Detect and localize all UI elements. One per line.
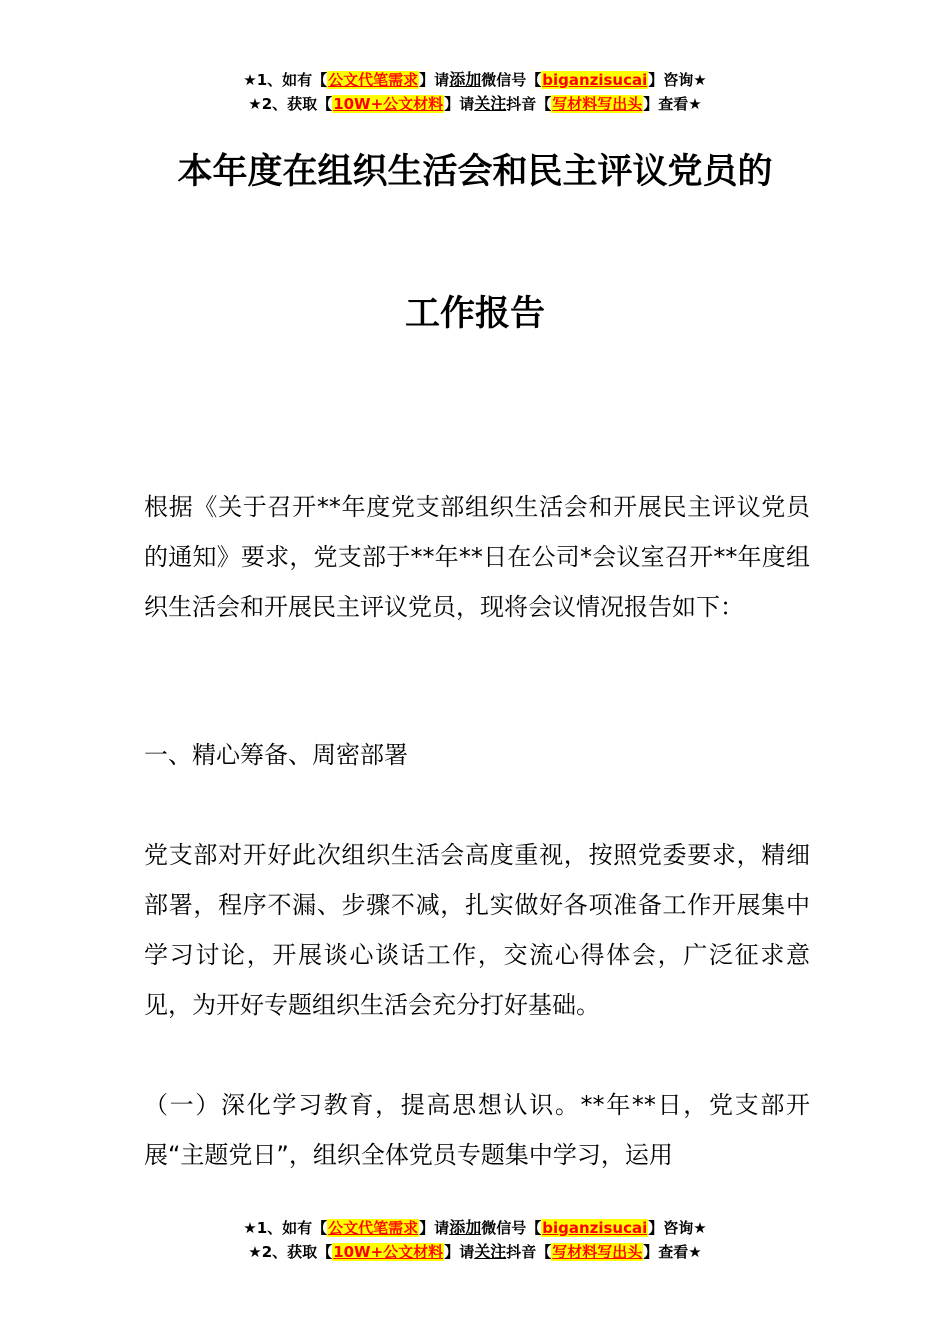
promo-highlight: 公文代笔需求	[328, 1219, 419, 1237]
subsection-1-paragraph: （一）深化学习教育，提高思想认识。**年**日，党支部开展“主题党日”，组织全体党员专题集中学习，运用	[144, 1091, 810, 1169]
document-title-line-1: 本年度在组织生活会和民主评议党员的	[177, 152, 773, 192]
promo-highlight: 10W+公文材料	[333, 1243, 444, 1261]
promo-highlight: biganzisucai	[542, 1219, 648, 1237]
document-title-line-2: 工作报告	[404, 294, 545, 334]
promo-highlight: 写材料写出头	[552, 95, 643, 113]
promo-line-2: ★2、获取【10W+公文材料】请关注抖音【写材料写出头】查看★	[248, 1242, 702, 1261]
promo-line-2: ★2、获取【10W+公文材料】请关注抖音【写材料写出头】查看★	[248, 94, 702, 113]
promo-emphasis: 关注	[474, 1242, 507, 1261]
intro-paragraph: 根据《关于召开**年度党支部组织生活会和开展民主评议党员的通知》要求，党支部于**年**日在公司*会议室召开**年度组织生活会和开展民主评议党员，现将会议情况报告如下：	[144, 493, 810, 621]
promo-emphasis: 关注	[474, 94, 507, 113]
promo-emphasis: 添加	[449, 70, 482, 89]
promo-highlight: 10W+公文材料	[333, 95, 444, 113]
promo-highlight: 公文代笔需求	[328, 71, 419, 89]
promo-line-1: ★1、如有【公文代笔需求】请添加微信号【biganzisucai】咨询★	[243, 70, 707, 89]
footer-promo-banner	[0, 1216, 950, 1264]
promo-emphasis: 添加	[449, 1218, 482, 1237]
section-1-paragraph: 党支部对开好此次组织生活会高度重视，按照党委要求，精细部署，程序不漏、步骤不减，扎实做好各项准备工作开展集中学习讨论，开展谈心谈话工作，交流心得体会，广泛征求意见，为开好专题组织生活会充分打好基础。	[144, 841, 810, 1019]
promo-highlight: biganzisucai	[542, 71, 648, 89]
promo-highlight: 写材料写出头	[552, 1243, 643, 1261]
header-promo-banner	[0, 68, 950, 116]
section-1-heading: 一、精心筹备、周密部署	[144, 741, 408, 769]
promo-line-1: ★1、如有【公文代笔需求】请添加微信号【biganzisucai】咨询★	[243, 1218, 707, 1237]
